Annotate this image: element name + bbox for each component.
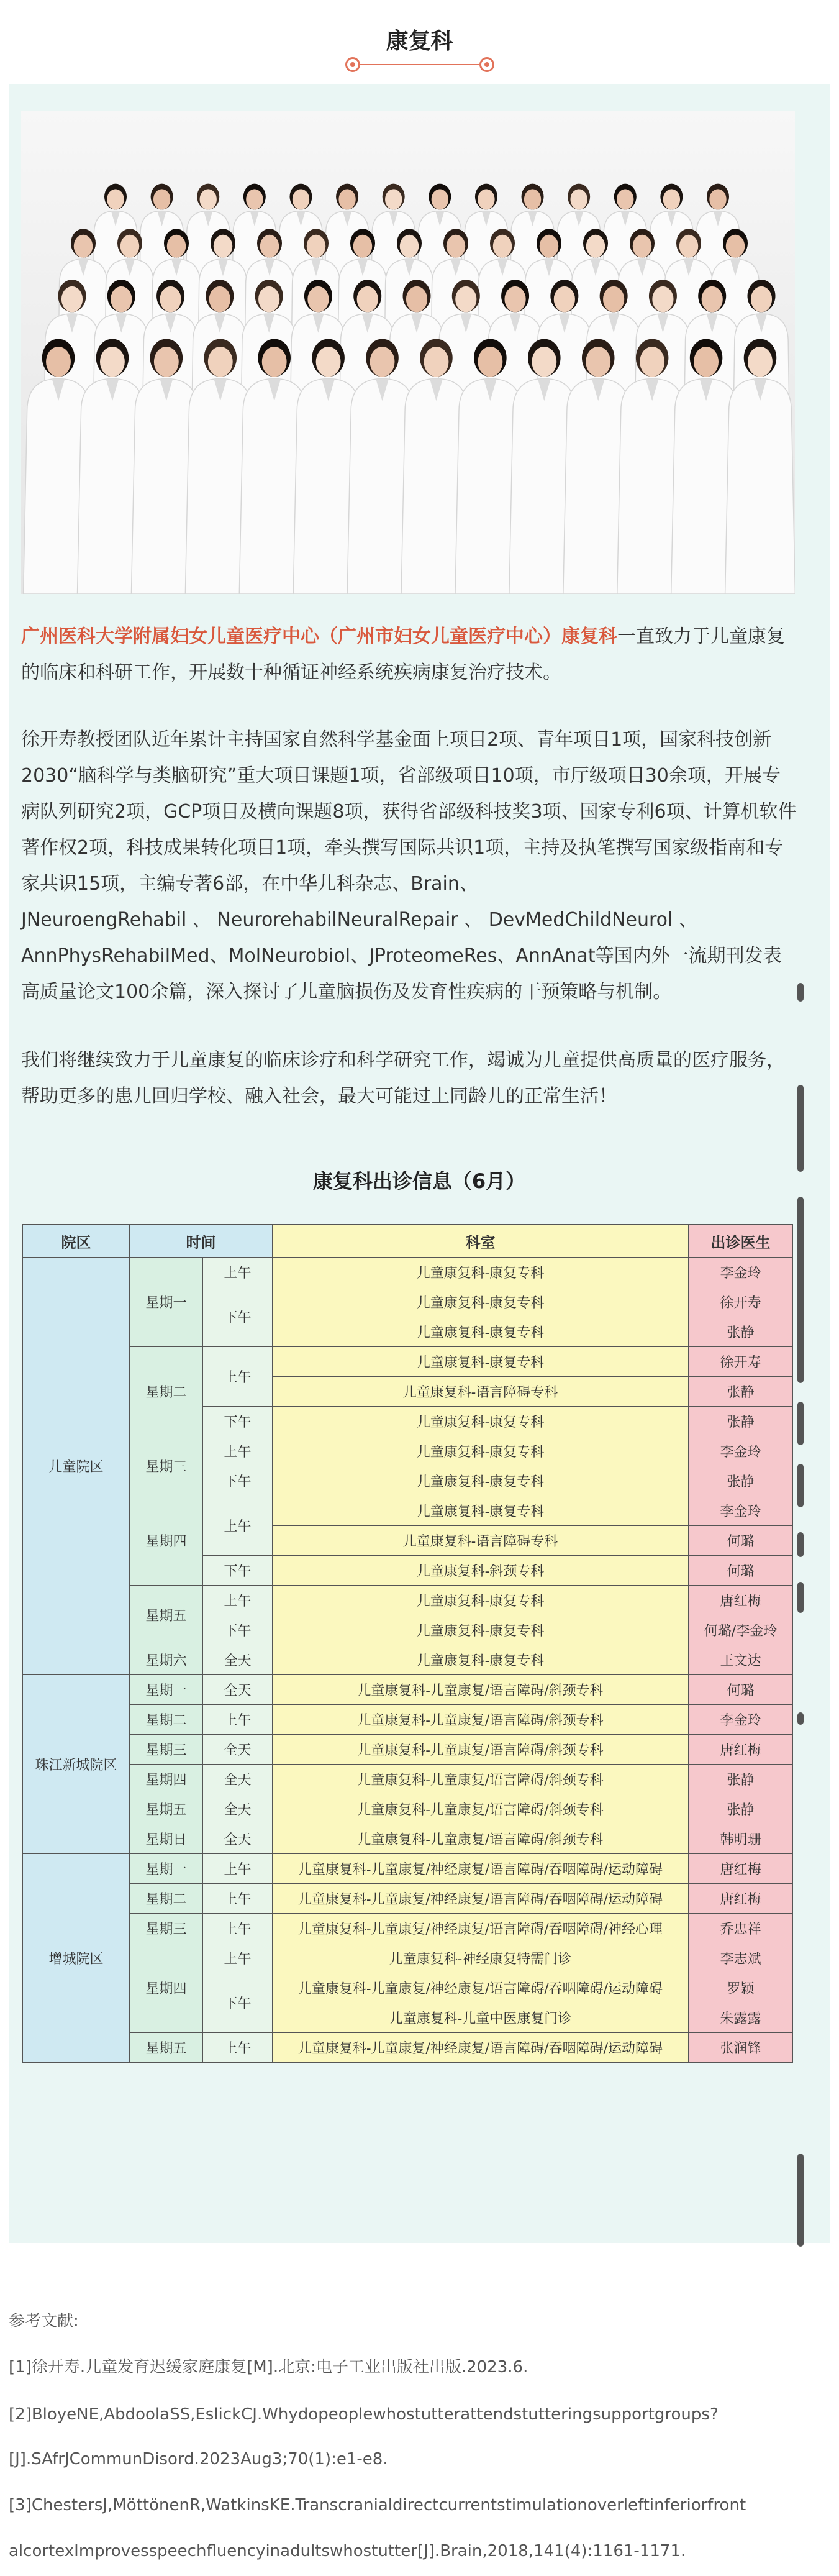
person-face — [455, 286, 476, 312]
doctor-cell: 徐开寿 — [689, 1347, 793, 1377]
title-divider — [345, 57, 494, 75]
table-row — [23, 1258, 793, 1287]
doctor-cell: 张静 — [689, 1794, 793, 1824]
person-face — [74, 235, 93, 258]
time-cell: 上午 — [203, 1943, 273, 1973]
campus-cell: 增城院区 — [23, 1854, 130, 2063]
person-face — [532, 347, 556, 377]
table-row — [23, 1914, 793, 1943]
time-cell: 上午 — [203, 1347, 273, 1407]
person-face — [633, 235, 651, 258]
dept-cell: 儿童康复科-儿童康复/神经康复/语言障碍/吞咽障碍/运动障碍 — [273, 1884, 689, 1914]
dept-cell: 儿童康复科-康复专科 — [273, 1466, 689, 1496]
scroll-marker — [797, 1085, 804, 1172]
dept-cell: 儿童康复科-儿童康复/语言障碍/斜颈专科 — [273, 1824, 689, 1854]
doctor-cell: 李志斌 — [689, 1943, 793, 1973]
reference-item: alcortexImprovesspeechfluencyinadultswhostutter[J].Brain,2018,141(4):1161-1171. — [9, 2542, 686, 2560]
doctor-cell: 李金玲 — [689, 1496, 793, 1526]
dept-cell: 儿童康复科-康复专科 — [273, 1317, 689, 1347]
person-face — [663, 189, 680, 209]
day-cell: 星期二 — [130, 1347, 203, 1436]
scroll-marker — [797, 1532, 804, 1557]
person-face — [424, 347, 449, 377]
person-face — [209, 286, 230, 312]
person-face — [316, 347, 341, 377]
person-face — [748, 347, 773, 377]
reference-item: [1]徐开寿.儿童发育迟缓家庭康复[M].北京:电子工业出版社出版.2023.6. — [9, 2358, 528, 2377]
day-cell: 星期一 — [130, 1854, 203, 1884]
table-row — [23, 1765, 793, 1794]
day-cell: 星期三 — [130, 1735, 203, 1765]
doctor-cell: 李金玲 — [689, 1705, 793, 1735]
person-face — [432, 189, 448, 209]
table-row — [23, 1735, 793, 1765]
dept-cell: 儿童康复科-康复专科 — [273, 1347, 689, 1377]
doctor-cell: 王文达 — [689, 1645, 793, 1675]
dept-cell: 儿童康复科-语言障碍专科 — [273, 1526, 689, 1556]
doctor-cell: 唐红梅 — [689, 1884, 793, 1914]
intro-text: 一直致力于儿童康复的临床和科研工作，开展数十种循证神经系统疾病康复治疗技术。 — [21, 626, 785, 683]
person-face — [385, 189, 402, 209]
day-cell: 星期四 — [130, 1765, 203, 1794]
doctor-cell: 唐红梅 — [689, 1586, 793, 1615]
dept-cell: 儿童康复科-儿童康复/语言障碍/斜颈专科 — [273, 1765, 689, 1794]
dept-cell: 儿童康复科-康复专科 — [273, 1496, 689, 1526]
person-face — [694, 347, 719, 377]
table-row — [23, 1824, 793, 1854]
scroll-marker — [797, 1464, 804, 1507]
table-row — [23, 1645, 793, 1675]
day-cell: 星期二 — [130, 1705, 203, 1735]
person-face — [524, 189, 541, 209]
doctor-cell: 张静 — [689, 1317, 793, 1347]
day-cell: 星期五 — [130, 2033, 203, 2063]
ring-icon — [345, 57, 360, 72]
time-cell: 下午 — [203, 1287, 273, 1347]
person-face — [478, 347, 502, 377]
time-cell: 全天 — [203, 1794, 273, 1824]
table-row — [23, 2033, 793, 2063]
dept-cell: 儿童康复科-语言障碍专科 — [273, 1377, 689, 1407]
scroll-marker — [797, 1402, 804, 1445]
doctor-cell: 韩明珊 — [689, 1824, 793, 1854]
doctor-cell: 李金玲 — [689, 1436, 793, 1466]
dept-cell: 儿童康复科-康复专科 — [273, 1436, 689, 1466]
day-cell: 星期六 — [130, 1645, 203, 1675]
scroll-marker — [797, 1197, 804, 1383]
time-cell: 上午 — [203, 1436, 273, 1466]
person-face — [478, 189, 494, 209]
person-face — [652, 286, 673, 312]
dept-cell: 儿童康复科-神经康复特需门诊 — [273, 1943, 689, 1973]
person-face — [160, 286, 181, 312]
doctor-cell: 何璐 — [689, 1556, 793, 1586]
header-campus: 院区 — [23, 1225, 130, 1258]
table-row — [23, 1586, 793, 1615]
reference-item: [3]ChestersJ,MöttönenR,WatkinsKE.Transcranialdirectcurrentstimulationoverleftinferiorfront — [9, 2496, 746, 2514]
person-face — [603, 286, 624, 312]
reference-item: [J].SAfrJCommunDisord.2023Aug3;70(1):e1-e8. — [9, 2450, 388, 2469]
table-row — [23, 1347, 793, 1377]
table-row — [23, 1705, 793, 1735]
dept-cell: 儿童康复科-儿童康复/神经康复/语言障碍/吞咽障碍/神经心理 — [273, 1914, 689, 1943]
campus-cell: 儿童院区 — [23, 1258, 130, 1675]
person-face — [493, 235, 512, 258]
person-face — [570, 189, 587, 209]
time-cell: 下午 — [203, 1466, 273, 1496]
doctor-cell: 李金玲 — [689, 1258, 793, 1287]
person-face — [400, 235, 419, 258]
research-journals: JNeuroengRehabil 、 NeurorehabilNeuralRepair 、 DevMedChildNeurol 、 — [21, 909, 697, 931]
person-face — [200, 189, 217, 209]
doctor-cell: 张静 — [689, 1377, 793, 1407]
dept-cell: 儿童康复科-康复专科 — [273, 1615, 689, 1645]
time-cell: 全天 — [203, 1765, 273, 1794]
header-department: 科室 — [273, 1225, 689, 1258]
day-cell: 星期四 — [130, 1943, 203, 2033]
dept-cell: 儿童康复科-康复专科 — [273, 1287, 689, 1317]
doctor-cell: 朱露露 — [689, 2003, 793, 2033]
day-cell: 星期五 — [130, 1586, 203, 1645]
doctor-cell: 张润锋 — [689, 2033, 793, 2063]
research-text: 徐开寿教授团队近年累计主持国家自然科学基金面上项目2项、青年项目1项，国家科技创新2030“脑科学与类脑研究”重大项目课题1项，省部级项目10项，市厅级项目30余项，开展专病队列研究2项，GCP项目及横向课题8项，获得省部级科技奖3项、国家专利6项、计算机软件著作权2项，科技成果转化项目1项，牵头撰写国际共识1项，主持及执笔撰写国家级指南和专家共识15项，主编专著6部，在中华儿科杂志、Brain、 — [21, 729, 797, 895]
schedule-table — [22, 1224, 793, 2063]
intro-paragraph — [21, 619, 797, 691]
time-cell: 上午 — [203, 1914, 273, 1943]
person-face — [370, 347, 395, 377]
person-face — [262, 347, 287, 377]
person-face — [154, 347, 179, 377]
dept-cell: 儿童康复科-儿童康复/语言障碍/斜颈专科 — [273, 1705, 689, 1735]
dept-cell: 儿童康复科-儿童中医康复门诊 — [273, 2003, 689, 2033]
time-cell: 全天 — [203, 1735, 273, 1765]
person-face — [120, 235, 139, 258]
time-cell: 上午 — [203, 1586, 273, 1615]
person-face — [554, 286, 575, 312]
dept-cell: 儿童康复科-儿童康复/神经康复/语言障碍/吞咽障碍/运动障碍 — [273, 1973, 689, 2003]
header-time: 时间 — [130, 1225, 273, 1258]
person-face — [246, 189, 263, 209]
time-cell: 上午 — [203, 1854, 273, 1884]
person-face — [504, 286, 525, 312]
person-face — [357, 286, 378, 312]
time-cell: 全天 — [203, 1645, 273, 1675]
dept-cell: 儿童康复科-儿童康复/语言障碍/斜颈专科 — [273, 1735, 689, 1765]
doctor-cell: 乔忠祥 — [689, 1914, 793, 1943]
doctor-cell: 徐开寿 — [689, 1287, 793, 1317]
scroll-marker — [797, 2154, 804, 2247]
person-face — [640, 347, 664, 377]
time-cell: 全天 — [203, 1675, 273, 1705]
doctor-cell: 何璐 — [689, 1675, 793, 1705]
time-cell: 上午 — [203, 1884, 273, 1914]
person-face — [307, 235, 325, 258]
day-cell: 星期四 — [130, 1496, 203, 1586]
research-paragraph — [21, 722, 797, 1010]
table-row — [23, 1496, 793, 1526]
reference-item: [2]BloyeNE,AbdoolaSS,EslickCJ.Whydopeoplewhostutterattendstutteringsupportgroups? — [9, 2405, 719, 2424]
person-face — [406, 286, 427, 312]
person-face — [100, 347, 125, 377]
time-cell: 下午 — [203, 1615, 273, 1645]
person-face — [293, 189, 309, 209]
doctor-cell: 罗颖 — [689, 1973, 793, 2003]
person-face — [709, 189, 726, 209]
doctor-cell: 何璐 — [689, 1526, 793, 1556]
dept-cell: 儿童康复科-康复专科 — [273, 1586, 689, 1615]
day-cell: 星期一 — [130, 1675, 203, 1705]
table-row — [23, 1884, 793, 1914]
dept-cell: 儿童康复科-儿童康复/语言障碍/斜颈专科 — [273, 1675, 689, 1705]
header-doctor: 出诊医生 — [689, 1225, 793, 1258]
hospital-name: 广州医科大学附属妇女儿童医疗中心（广州市妇女儿童医疗中心）康复科 — [21, 626, 617, 647]
table-row — [23, 1854, 793, 1884]
doctor-cell: 张静 — [689, 1466, 793, 1496]
person-face — [679, 235, 698, 258]
doctor-cell: 何璐/李金玲 — [689, 1615, 793, 1645]
person-face — [260, 235, 279, 258]
day-cell: 星期三 — [130, 1914, 203, 1943]
person-face — [726, 235, 745, 258]
person-face — [702, 286, 723, 312]
doctor-cell: 张静 — [689, 1765, 793, 1794]
day-cell: 星期三 — [130, 1436, 203, 1496]
time-cell: 上午 — [203, 2033, 273, 2063]
person-face — [338, 189, 355, 209]
person-face — [586, 235, 605, 258]
dept-cell: 儿童康复科-斜颈专科 — [273, 1556, 689, 1586]
section-title: 康复科 — [386, 29, 453, 54]
ring-icon — [479, 57, 494, 72]
schedule-title: 康复科出诊信息（6月） — [312, 1169, 526, 1193]
dept-cell: 儿童康复科-儿童康复/神经康复/语言障碍/吞咽障碍/运动障碍 — [273, 1854, 689, 1884]
scroll-marker — [797, 983, 804, 1002]
time-cell: 上午 — [203, 1496, 273, 1556]
time-cell: 上午 — [203, 1258, 273, 1287]
table-row — [23, 1943, 793, 1973]
research-conclusion: AnnPhysRehabilMed、MolNeurobiol、JProteomeRes、AnnAnat等国内外一流期刊发表高质量论文100余篇，深入探讨了儿童脑损伤及发育性疾病的干预策略与机制。 — [21, 945, 782, 1003]
day-cell: 星期日 — [130, 1824, 203, 1854]
person-face — [107, 189, 124, 209]
person-coat — [725, 379, 795, 595]
doctor-cell: 唐红梅 — [689, 1854, 793, 1884]
person-face — [61, 286, 83, 312]
time-cell: 下午 — [203, 1556, 273, 1586]
person-face — [258, 286, 279, 312]
person-face — [617, 189, 633, 209]
person-face — [111, 286, 132, 312]
team-group-photo — [21, 111, 795, 594]
content-panel — [9, 84, 830, 2243]
references-heading: 参考文献: — [9, 2312, 79, 2331]
dept-cell: 儿童康复科-儿童康复/语言障碍/斜颈专科 — [273, 1794, 689, 1824]
person-face — [214, 235, 232, 258]
person-face — [586, 347, 610, 377]
person-face — [167, 235, 186, 258]
person-face — [353, 235, 372, 258]
team-photo-illustration — [21, 111, 795, 594]
day-cell: 星期二 — [130, 1884, 203, 1914]
dept-cell: 儿童康复科-儿童康复/神经康复/语言障碍/吞咽障碍/运动障碍 — [273, 2033, 689, 2063]
dept-cell: 儿童康复科-康复专科 — [273, 1645, 689, 1675]
person-face — [447, 235, 465, 258]
person-face — [46, 347, 71, 377]
scroll-marker — [797, 1712, 804, 1725]
mission-paragraph: 我们将继续致力于儿童康复的临床诊疗和科学研究工作，竭诚为儿童提供高质量的医疗服务，帮助更多的患儿回归学校、融入社会，最大可能过上同龄儿的正常生活！ — [21, 1049, 785, 1107]
day-cell: 星期五 — [130, 1794, 203, 1824]
table-row — [23, 1794, 793, 1824]
campus-cell: 珠江新城院区 — [23, 1675, 130, 1854]
time-cell: 上午 — [203, 1705, 273, 1735]
scroll-marker — [797, 1582, 804, 1613]
time-cell: 下午 — [203, 1973, 273, 2033]
doctor-cell: 唐红梅 — [689, 1735, 793, 1765]
doctor-cell: 张静 — [689, 1407, 793, 1436]
dept-cell: 儿童康复科-康复专科 — [273, 1258, 689, 1287]
table-header-row — [23, 1225, 793, 1258]
table-row — [23, 1436, 793, 1466]
person-face — [307, 286, 329, 312]
person-face — [751, 286, 772, 312]
person-face — [540, 235, 558, 258]
dept-cell: 儿童康复科-康复专科 — [273, 1407, 689, 1436]
person-face — [208, 347, 233, 377]
person-face — [153, 189, 170, 209]
table-row — [23, 1675, 793, 1705]
day-cell: 星期一 — [130, 1258, 203, 1347]
time-cell: 全天 — [203, 1824, 273, 1854]
time-cell: 下午 — [203, 1407, 273, 1436]
